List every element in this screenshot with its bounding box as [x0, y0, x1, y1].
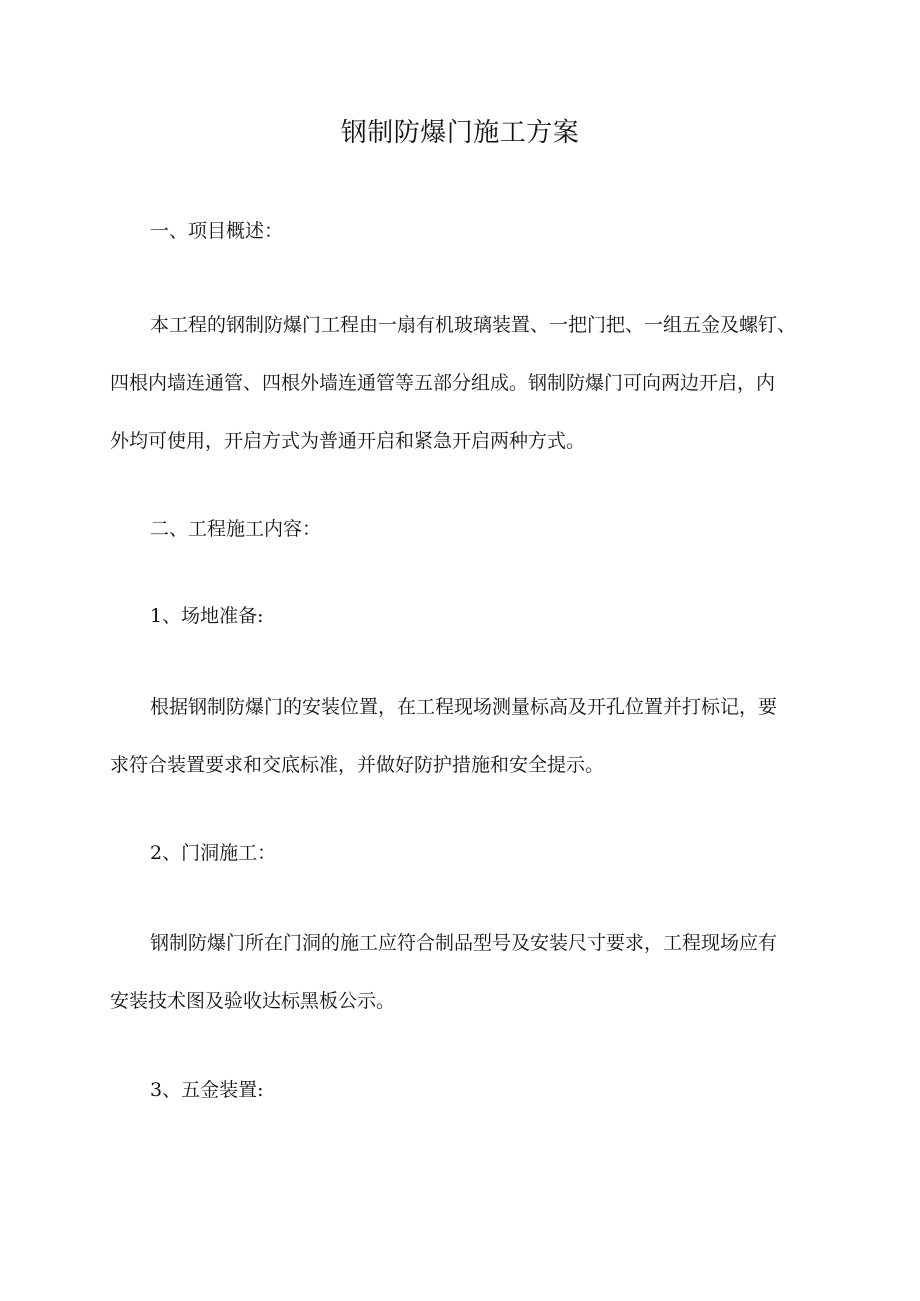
- paragraph-line: 本工程的钢制防爆门工程由一扇有机玻璃装置、一把门把、一组五金及螺钉、: [150, 314, 797, 336]
- paragraph-line: 安装技术图及验收达标黑板公示。: [110, 990, 396, 1012]
- paragraph-line: 四根内墙连通管、四根外墙连通管等五部分组成。钢制防爆门可向两边开启，内: [110, 372, 776, 394]
- paragraph-line: 求符合装置要求和交底标准，并做好防护措施和安全提示。: [110, 754, 605, 776]
- paragraph-line: 钢制防爆门所在门洞的施工应符合制品型号及安装尺寸要求，工程现场应有: [150, 932, 778, 954]
- document-title: 钢制防爆门施工方案: [340, 118, 580, 148]
- section-heading-construction-content: 二、工程施工内容：: [150, 518, 322, 540]
- subsection-heading-hardware-installation: 3、五金装置:: [150, 1079, 264, 1101]
- section-heading-project-overview: 一、项目概述：: [150, 220, 284, 242]
- paragraph-line: 根据钢制防爆门的安装位置，在工程现场测量标高及开孔位置并打标记，要: [150, 696, 778, 718]
- subsection-heading-site-preparation: 1、场地准备:: [150, 605, 264, 627]
- subsection-heading-door-opening: 2、门洞施工：: [150, 842, 277, 864]
- paragraph-site-preparation: [110, 692, 822, 808]
- paragraph-project-overview: [110, 310, 822, 484]
- paragraph-door-opening: [110, 928, 822, 1044]
- paragraph-line: 外均可使用，开启方式为普通开启和紧急开启两种方式。: [110, 430, 586, 452]
